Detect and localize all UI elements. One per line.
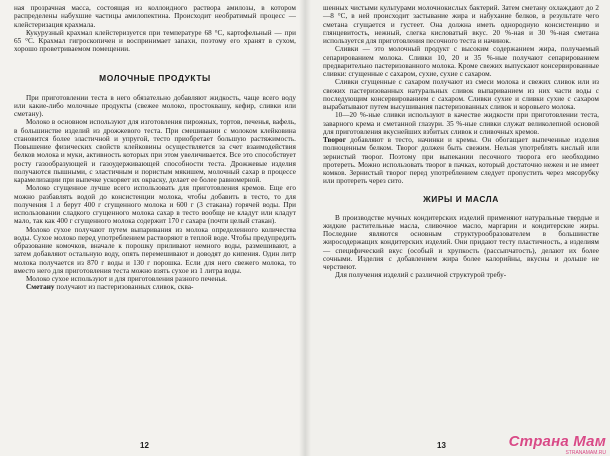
paragraph: Молоко сухое получают путем выпаривания из молока определенного количества воды. Сухое молоко перед употреблением растворяют в теплой воде. Чтобы предупредить образование комочков, вначале к порошку приливают немного воды, размешивают, а затем добавляют остальную воду, опять перемешивают и доводят до кипения. Один литр молока получается из 870 г воды и 130 г порошка. Если для него свежего молока, то вместо него для приготовления теста можно взять сухое из 1 литра воды. [14, 225, 296, 275]
paragraph-text: получают из пастеризованных сливок, сква- [54, 283, 194, 292]
paragraph: Для получения изделий с различной структурой требу- [335, 271, 507, 280]
term-smetana: Сметану [26, 283, 55, 292]
book-gutter [299, 0, 311, 456]
page-number-right: 13 [437, 441, 446, 450]
watermark-url: STRANAMAM.RU [565, 450, 606, 456]
term-tvorog: Творог [323, 136, 347, 144]
watermark-logo: Страна Мам [508, 433, 606, 450]
section-heading-dairy: МОЛОЧНЫЕ ПРОДУКТЫ [99, 72, 211, 83]
paragraph: шенных чистыми культурами молочнокислых бактерий. Затем сметану охлаждают до 2—8 °С, в ней происходит застывание жира и набухание белков, в результате чего сметана сгущается и густеет. Она должна иметь однородную консистенцию и глянцевитость, нежный, слегка кисловатый вкус. 20 %-ная и 30 %-ная сметана используется для приготовления песочного теста и начинок. [323, 4, 599, 45]
paragraph: 10—20 %-ные сливки используют в качестве жидкости при приготовлении теста, заварного крема и сметанной глазури. 35 %-ные сливки служат великолепной основой для приготовления вкуснейших взбитых сливок и сливочных кремов. [323, 111, 599, 136]
paragraph: Сливки сгущенные с сахаром получают из смеси молока и свежих сливок или из свежих пастеризованных натуральных сливок выпариванием из них части воды с последующим консервированием с сахаром. Сливки сухие и сливки сухие с сахаром вырабатывают путем высушивания пастеризованных сливок и коровьего молока. [323, 78, 599, 111]
right-page-column [323, 4, 599, 280]
paragraph-smetana [14, 283, 296, 291]
paragraph: При приготовлении теста в него обязательно добавляют жидкость, чаще всего воду или какие-либо молочные продукты (свежее молоко, простоквашу, кефир, сливки или сметану). [14, 93, 296, 118]
page-number-left: 12 [140, 441, 149, 450]
left-page-column [14, 4, 296, 292]
paragraph: Молоко сухое используют и для приготовления разного печенья. [26, 275, 227, 283]
paragraph: В производстве мучных кондитерских изделий применяют натуральные твердые и жидкие растительные масла, сливочное масло, маргарин и кондитерские жиры. Последние являются основным структурообразователем в большинстве жиросодержащих кондитерских изделий. Они придают тесту пластичность, а изделиям — специфический вкус (особый и хрупкость (рассыпчатость), делают их более сочными. Изделия с добавлением жира более калорийны, вкусны и дольше не черствеют. [323, 213, 599, 271]
paragraph: Сливки — это молочный продукт с высоким содержанием жира, получаемый сепарированием молока. Сливки 10, 20 и 35 %-ные получают сепарированием предварительно пастеризованного молока. Кроме свежих выпускают консервированные сливки: сгущенные с сахаром, сухие, сухие с сахаром. [323, 45, 599, 78]
paragraph-text: добавляют в тесто, начинки и кремы. Он обогащает выпеченные изделия полноценным белком. Творог должен быть свежим. Нельзя употреблять кислый или зернистый творог. Поэтому при выпекании песочного творога его необходимо протереть. Можно использовать творог в пачках, который достаточно нежен и не имеет комков. Зернистый творог перед употреблением следует пропустить через мясорубку или протереть через сито. [323, 136, 599, 186]
section-heading-fats: ЖИРЫ И МАСЛА [423, 193, 499, 204]
paragraph: Молоко сгущенное лучше всего использовать для приготовления кремов. Еще его можно разбавлять водой до консистенции молока, чтобы добавить в тесто, то для получения 1 л берут 400 г сгущенного молока и 600 г (3 стакана) горячей воды. При использовании сладкого сгущенного молока сахар в тесто вообще не кладут или кладут мало, так как 400 г сгущенного молока содержит 170 г сахара (почти целый стакан). [14, 184, 296, 226]
paragraph: ная прозрачная масса, состоящая из коллоидного раствора амилозы, в котором распределены набухшие частицы амилопектина. Происходит необратимый процесс — клейстеризация крахмала. [14, 4, 296, 29]
right-page [305, 0, 610, 456]
paragraph: Кукурузный крахмал клейстеризуется при температуре 68 °С, картофельный — при 65 °С. Крахмал гигроскопичен и воспринимает запахи, поэтому его хранят в сухом, хорошо проветриваемом помещении. [14, 28, 296, 54]
paragraph-tvorog [323, 136, 599, 186]
paragraph: Молоко в основном используют для изготовления пирожных, тортов, печенья, вафель, в большинстве изделий из дрожжевого теста. При смешивании с молоком клейковина становится более эластичной и упругой, тесто приобретает большую растяжимость. Повышение физических свойств клейковины осуществляется за счет взаимодействия белков молока и муки, активность которых при этом увеличивается. Все это способствует росту газообразующей и газоудерживающей способности теста. Дрожжевые изделия получаются пышными, с эластичным и пористым мякишем, молочный сахар в процессе карамелизации при выпечке ускоряет их окраску, делает ее более равномерной. [14, 118, 296, 184]
